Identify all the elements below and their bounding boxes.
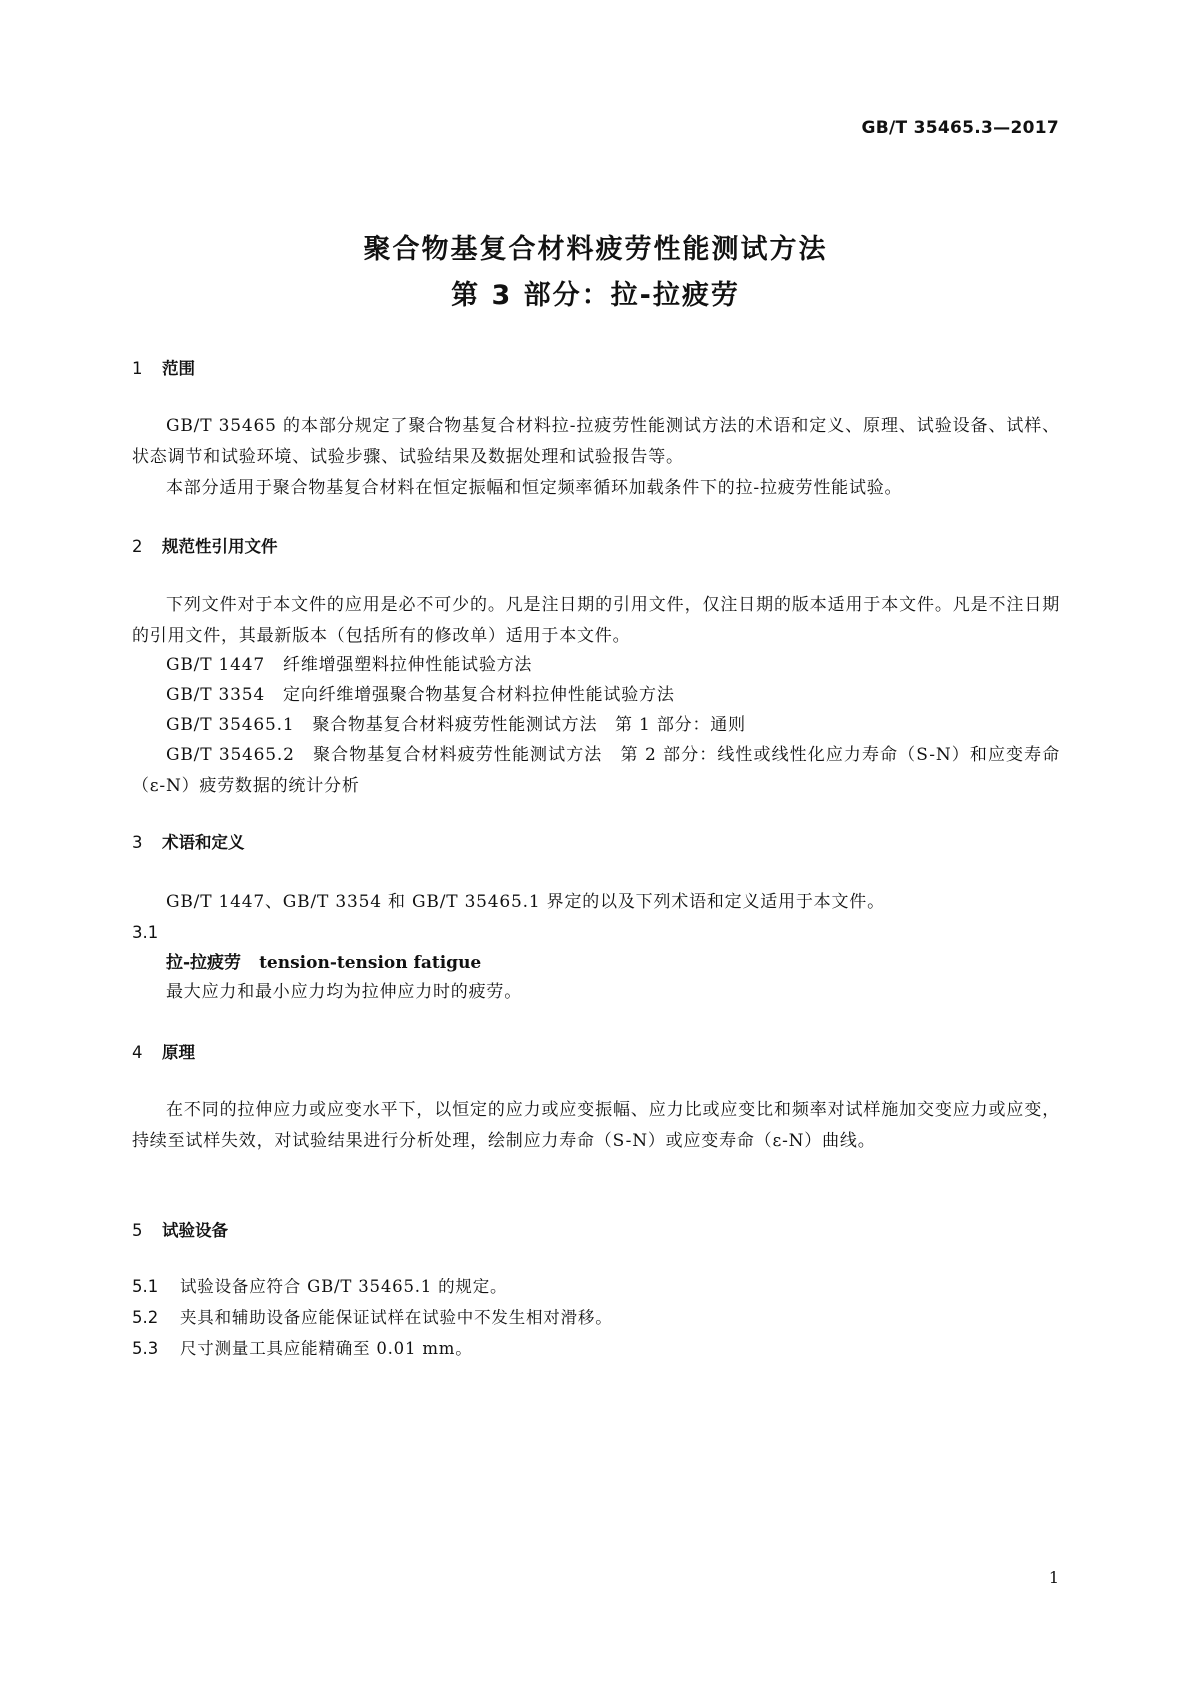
reference-code: GB/T 35465.1 — [166, 715, 295, 735]
term-definition: 最大应力和最小应力均为拉伸应力时的疲劳。 — [166, 982, 522, 1002]
clause-item — [132, 1310, 613, 1327]
reference-item — [166, 650, 532, 681]
reference-title: 纤维增强塑料拉伸性能试验方法 — [283, 655, 533, 675]
section-1-heading — [132, 361, 195, 378]
section-title: 范围 — [162, 359, 195, 378]
clause-number: 5.2 — [132, 1308, 159, 1327]
clause-item — [132, 1341, 473, 1358]
clause-number: 5.3 — [132, 1339, 159, 1358]
section-3-heading — [132, 835, 245, 852]
clause-number: 3.1 — [132, 923, 159, 942]
reference-code: GB/T 1447 — [166, 655, 266, 675]
section-title: 试验设备 — [162, 1221, 228, 1240]
document-title: 聚合物基复合材料疲劳性能测试方法 — [363, 234, 828, 265]
section-number: 2 — [132, 537, 143, 556]
standard-code: GB/T 35465.3—2017 — [861, 118, 1059, 138]
clause-item — [132, 1279, 507, 1296]
paragraph: GB/T 35465 的本部分规定了聚合物基复合材料拉-拉疲劳性能测试方法的术语和定义、原理、试验设备、试样、状态调节和试验环境、试验步骤、试验结果及数据处理和试验报告等。 — [132, 416, 1060, 467]
reference-title: 定向纤维增强聚合物基复合材料拉伸性能试验方法 — [283, 685, 675, 705]
term-entry — [166, 955, 481, 972]
term-chinese: 拉-拉疲劳 — [166, 953, 242, 973]
clause-text: 尺寸测量工具应能精确至 0.01 mm。 — [180, 1339, 473, 1358]
section-4-heading — [132, 1045, 195, 1062]
paragraph: GB/T 1447、GB/T 3354 和 GB/T 35465.1 界定的以及下列术语和定义适用于本文件。 — [166, 892, 885, 912]
section-title: 原理 — [162, 1043, 195, 1062]
section-number: 4 — [132, 1043, 143, 1062]
clause-text: 试验设备应符合 GB/T 35465.1 的规定。 — [180, 1277, 508, 1296]
section-5-heading — [132, 1223, 228, 1240]
clause-number: 5.1 — [132, 1277, 159, 1296]
document-subtitle: 第 3 部分：拉-拉疲劳 — [451, 280, 740, 311]
section-title: 术语和定义 — [162, 833, 245, 852]
paragraph: 本部分适用于聚合物基复合材料在恒定振幅和恒定频率循环加载条件下的拉-拉疲劳性能试验。 — [166, 478, 903, 498]
section-number: 5 — [132, 1221, 143, 1240]
section-2-heading — [132, 539, 278, 556]
clause-text: 夹具和辅助设备应能保证试样在试验中不发生相对滑移。 — [180, 1308, 613, 1327]
reference-title: 聚合物基复合材料疲劳性能测试方法 第 1 部分：通则 — [312, 715, 746, 735]
reference-item — [166, 710, 746, 741]
term-english: tension-tension fatigue — [259, 953, 482, 973]
reference-item — [166, 680, 675, 711]
section-number: 3 — [132, 833, 143, 852]
reference-code: GB/T 3354 — [166, 685, 266, 705]
page-number: 1 — [1048, 1568, 1059, 1587]
reference-item: GB/T 35465.2 聚合物基复合材料疲劳性能测试方法 第 2 部分：线性或线性化应力寿命（S-N）和应变寿命（ε-N）疲劳数据的统计分析 — [132, 745, 1060, 796]
section-number: 1 — [132, 359, 143, 378]
paragraph: 下列文件对于本文件的应用是必不可少的。凡是注日期的引用文件，仅注日期的版本适用于本文件。凡是不注日期的引用文件，其最新版本（包括所有的修改单）适用于本文件。 — [132, 595, 1060, 646]
paragraph: 在不同的拉伸应力或应变水平下，以恒定的应力或应变振幅、应力比或应变比和频率对试样施加交变应力或应变，持续至试样失效，对试验结果进行分析处理，绘制应力寿命（S-N）或应变寿命（ε-N）曲线。 — [132, 1100, 1060, 1151]
section-title: 规范性引用文件 — [162, 537, 278, 556]
